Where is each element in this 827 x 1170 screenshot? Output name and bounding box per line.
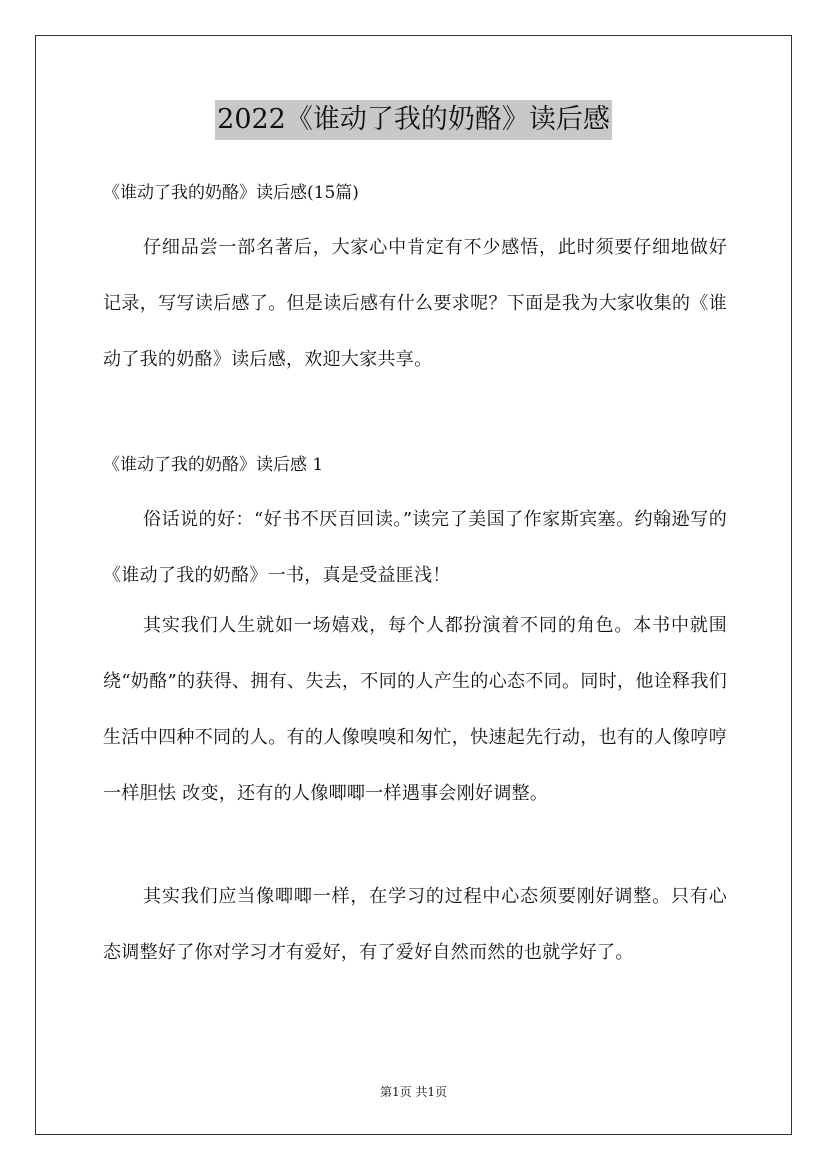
document-title-wrapper [0, 100, 827, 140]
section-paragraph-3: 其实我们应当像唧唧一样，在学习的过程中心态须要刚好调整。只有心态调整好了你对学习才有爱好，有了爱好自然而然的也就学好了。 [103, 886, 727, 963]
page-footer: 第1页 共1页 [379, 1085, 448, 1099]
document-subtitle: 《谁动了我的奶酪》读后感(15篇) [103, 183, 359, 203]
document-title: 2022《谁动了我的奶酪》读后感 [215, 100, 612, 140]
intro-paragraph: 仔细品尝一部名著后，大家心中肯定有不少感悟，此时须要仔细地做好记录，写写读后感了。但是读后感有什么要求呢？下面是我为大家收集的《谁动了我的奶酪》读后感，欢迎大家共享。 [103, 237, 727, 370]
section-paragraph-1: 俗话说的好：“好书不厌百回读。”读完了美国了作家斯宾塞。约翰逊写的《谁动了我的奶酪》一书，真是受益匪浅！ [103, 509, 727, 586]
section-paragraph-2: 其实我们人生就如一场嬉戏，每个人都扮演着不同的角色。本书中就围绕“奶酪”的获得、拥有、失去，不同的人产生的心态不同。同时，他诠释我们生活中四种不同的人。有的人像嗅嗅和匆忙，快速起先行动，也有的人像哼哼一样胆怯 改变，还有的人像唧唧一样遇事会刚好调整。 [103, 615, 727, 804]
section-heading: 《谁动了我的奶酪》读后感 1 [103, 455, 324, 475]
